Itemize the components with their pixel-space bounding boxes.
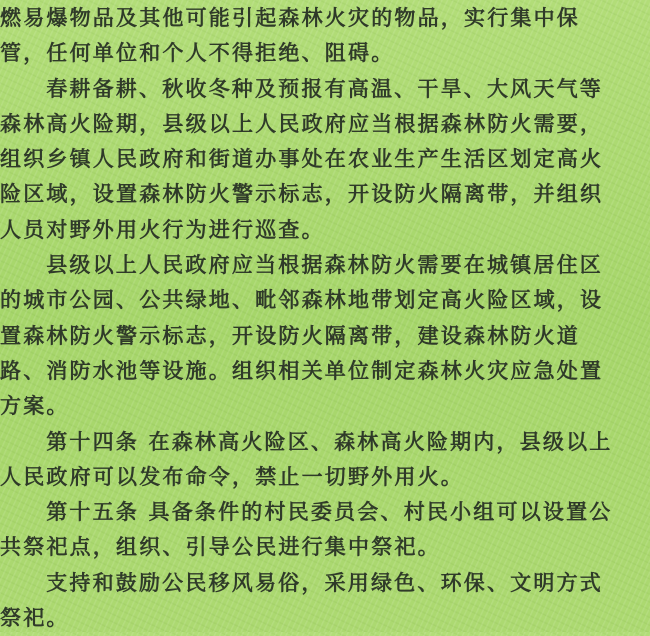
paragraph-green-ritual — [0, 566, 636, 636]
text-line: 祭祀。 — [0, 606, 70, 631]
text-line: 共祭祀点，组织、引导公民进行集中祭祀。 — [0, 535, 441, 560]
paragraph-storage-requirement — [0, 1, 636, 72]
text-line: 春耕备耕、秋收冬种及预报有高温、干旱、大风天气等 — [46, 76, 603, 101]
text-line: 管，任何单位和个人不得拒绝、阻碍。 — [0, 41, 395, 66]
text-line: 路、消防水池等设施。组织相关单位制定森林火灾应急处置 — [0, 358, 604, 383]
text-line: 支持和鼓励公民移风易俗，采用绿色、环保、文明方式 — [46, 570, 603, 595]
text-line: 人民政府可以发布命令，禁止一切野外用火。 — [0, 464, 464, 489]
text-line: 方案。 — [0, 394, 70, 419]
paragraph-high-fire-risk-period — [0, 72, 636, 248]
text-line: 第十五条 具备条件的村民委员会、村民小组可以设置公 — [46, 500, 613, 525]
text-line: 森林高火险期，县级以上人民政府应当根据森林防火需要， — [0, 111, 604, 136]
paragraph-article-15 — [0, 495, 636, 566]
text-line: 置森林防火警示标志，开设防火隔离带，建设森林防火道 — [0, 323, 580, 348]
text-line: 组织乡镇人民政府和街道办事处在农业生产生活区划定高火 — [0, 147, 604, 172]
paragraph-article-14 — [0, 425, 636, 496]
text-line: 县级以上人民政府应当根据森林防火需要在城镇居住区 — [46, 253, 603, 278]
text-line: 的城市公园、公共绿地、毗邻森林地带划定高火险区域，设 — [0, 288, 604, 313]
paragraph-urban-fire-zone — [0, 248, 636, 424]
text-line: 第十四条 在森林高火险区、森林高火险期内，县级以上 — [46, 429, 613, 454]
text-line: 燃易爆物品及其他可能引起森林火灾的物品，实行集中保 — [0, 6, 580, 30]
document-page — [0, 1, 650, 632]
text-line: 险区域，设置森林防火警示标志，开设防火隔离带，并组织 — [0, 182, 604, 207]
text-line: 人员对野外用火行为进行巡查。 — [0, 217, 325, 242]
